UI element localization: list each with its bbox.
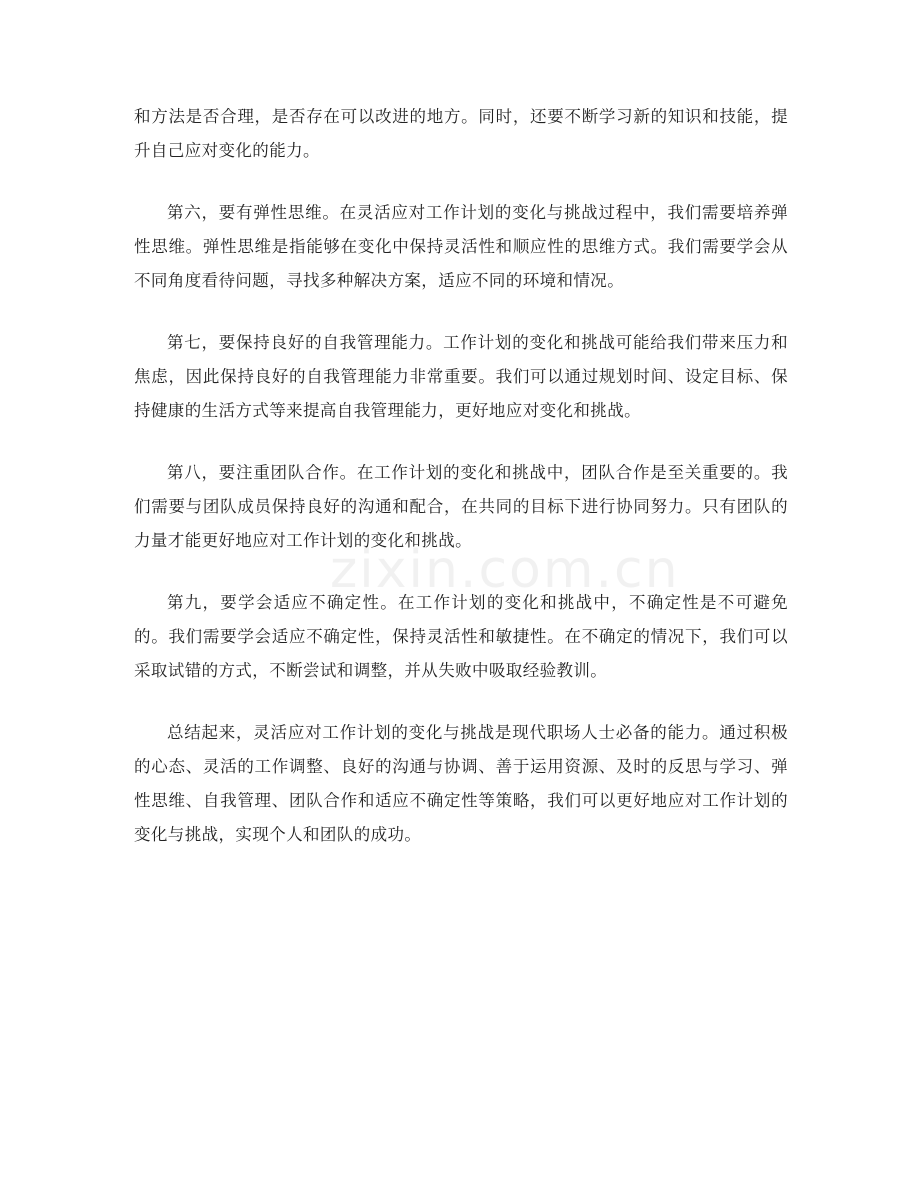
paragraph-5: 第九，要学会适应不确定性。在工作计划的变化和挑战中，不确定性是不可避免的。我们需要学会适应不确定性，保持灵活性和敏捷性。在不确定的情况下，我们可以采取试错的方式，不断尝试和调整，并从失败中吸取经验教训。 <box>134 593 788 680</box>
document-body <box>134 100 788 880</box>
watermark: zixin.com.cn <box>330 540 680 600</box>
paragraph-3: 第七，要保持良好的自我管理能力。工作计划的变化和挑战可能给我们带来压力和焦虑，因此保持良好的自我管理能力非常重要。我们可以通过规划时间、设定目标、保持健康的生活方式等来提高自我管理能力，更好地应对变化和挑战。 <box>134 333 788 420</box>
paragraph-6: 总结起来，灵活应对工作计划的变化与挑战是现代职场人士必备的能力。通过积极的心态、灵活的工作调整、良好的沟通与协调、善于运用资源、及时的反思与学习、弹性思维、自我管理、团队合作和适应不确定性等策略，我们可以更好地应对工作计划的变化与挑战，实现个人和团队的成功。 <box>134 723 788 844</box>
paragraph-2: 第六，要有弹性思维。在灵活应对工作计划的变化与挑战过程中，我们需要培养弹性思维。弹性思维是指能够在变化中保持灵活性和顺应性的思维方式。我们需要学会从不同角度看待问题，寻找多种解决方案，适应不同的环境和情况。 <box>134 203 788 290</box>
paragraph-4: 第八，要注重团队合作。在工作计划的变化和挑战中，团队合作是至关重要的。我们需要与团队成员保持良好的沟通和配合，在共同的目标下进行协同努力。只有团队的力量才能更好地应对工作计划的变化和挑战。 <box>134 463 788 550</box>
paragraph-1: 和方法是否合理，是否存在可以改进的地方。同时，还要不断学习新的知识和技能，提升自己应对变化的能力。 <box>134 107 788 160</box>
